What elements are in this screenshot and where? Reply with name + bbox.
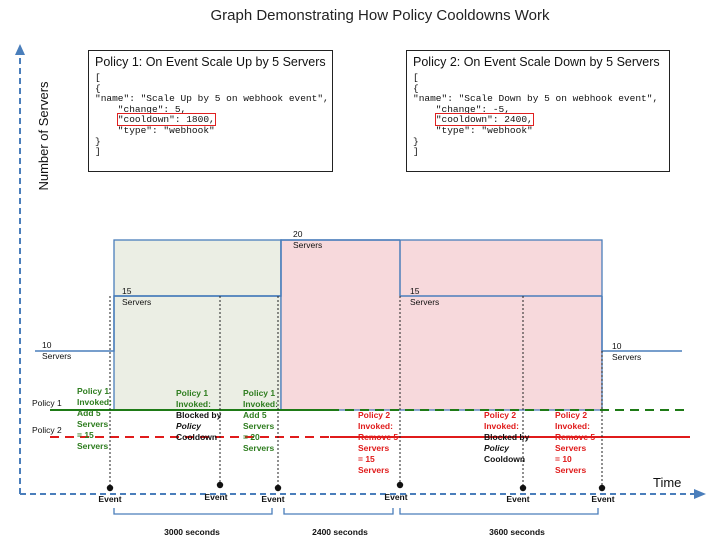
code-line: [	[95, 72, 101, 83]
policy1-line-label: Policy 1	[32, 398, 62, 408]
event-annotation: Policy 1 Invoked: Add 5 Servers = 20 Servers	[243, 388, 278, 453]
server-level-label: 10 Servers	[612, 341, 642, 362]
code-line: [	[413, 72, 419, 83]
event-dot	[520, 485, 526, 491]
policy2-line-label: Policy 2	[32, 425, 62, 435]
diagram-title: Graph Demonstrating How Policy Cooldowns Work	[210, 7, 550, 24]
y-axis-label: Number of Servers	[36, 81, 51, 191]
event-dot	[107, 485, 113, 491]
policy2-cooldown-region	[281, 240, 602, 410]
event-dot	[397, 482, 403, 488]
server-level-label: 20 Servers	[293, 229, 323, 250]
code-line: "name": "Scale Up by 5 on webhook event",	[95, 93, 329, 105]
event-annotation: Policy 2 Invoked: Remove 5 Servers = 10 Servers	[555, 410, 596, 475]
server-level-label: 15 Servers	[410, 286, 440, 307]
duration-bracket	[114, 508, 272, 514]
event-annotation: Policy 2 Invoked: Remove 5 Servers = 15 Servers	[358, 410, 399, 475]
policy1-heading: Policy 1: On Event Scale Up by 5 Servers	[95, 55, 326, 69]
code-line: {	[413, 82, 419, 94]
event-label: Event	[591, 494, 615, 504]
y-axis-arrow-icon	[15, 44, 25, 55]
code-line: "change": 5,	[95, 103, 187, 115]
code-line: }	[95, 135, 101, 147]
event-dot	[275, 485, 281, 491]
policy2-heading: Policy 2: On Event Scale Down by 5 Servers	[413, 55, 660, 69]
event-label: Event	[204, 492, 228, 502]
duration-label: 2400 seconds	[312, 527, 368, 537]
event-label: Event	[506, 494, 530, 504]
code-line: "name": "Scale Down by 5 on webhook event",	[413, 93, 659, 105]
duration-label: 3000 seconds	[164, 527, 220, 537]
policy2-code	[413, 73, 663, 158]
code-line: {	[95, 82, 101, 94]
policy1-code	[95, 72, 329, 158]
event-annotation: Policy 2 Invoked: Blocked by Policy Cooldown	[484, 410, 530, 464]
code-line: ]	[413, 146, 419, 158]
policy2-box	[406, 50, 670, 172]
duration-brackets	[114, 508, 598, 514]
event-dot	[599, 485, 605, 491]
event-label: Event	[384, 492, 408, 502]
policy1-cooldown-region	[114, 240, 281, 410]
code-line: "type": "webhook"	[95, 124, 215, 136]
duration-bracket	[400, 508, 598, 514]
server-level-label: 10 Servers	[42, 340, 72, 361]
event-points	[98, 482, 614, 504]
event-label: Event	[98, 494, 122, 504]
code-line: "change": -5,	[413, 103, 510, 115]
code-line: ]	[95, 146, 101, 158]
event-label: Event	[261, 494, 285, 504]
code-line: }	[413, 135, 419, 147]
x-axis-label: Time	[653, 475, 682, 490]
event-annotation: Policy 1 Invoked: Add 5 Servers = 15 Servers	[77, 386, 112, 451]
cooldown-highlight: "cooldown": 1800,	[117, 114, 215, 126]
duration-label: 3600 seconds	[489, 527, 545, 537]
event-dot	[217, 482, 223, 488]
x-axis-arrow-icon	[694, 489, 706, 499]
code-line: "type": "webhook"	[413, 124, 533, 136]
event-annotation: Policy 1 Invoked: Blocked by Policy Cooldown	[176, 388, 222, 442]
cooldown-highlight: "cooldown": 2400,	[435, 114, 533, 126]
duration-bracket	[284, 508, 393, 514]
policy1-box	[88, 50, 333, 172]
server-level-label: 15 Servers	[122, 286, 152, 307]
